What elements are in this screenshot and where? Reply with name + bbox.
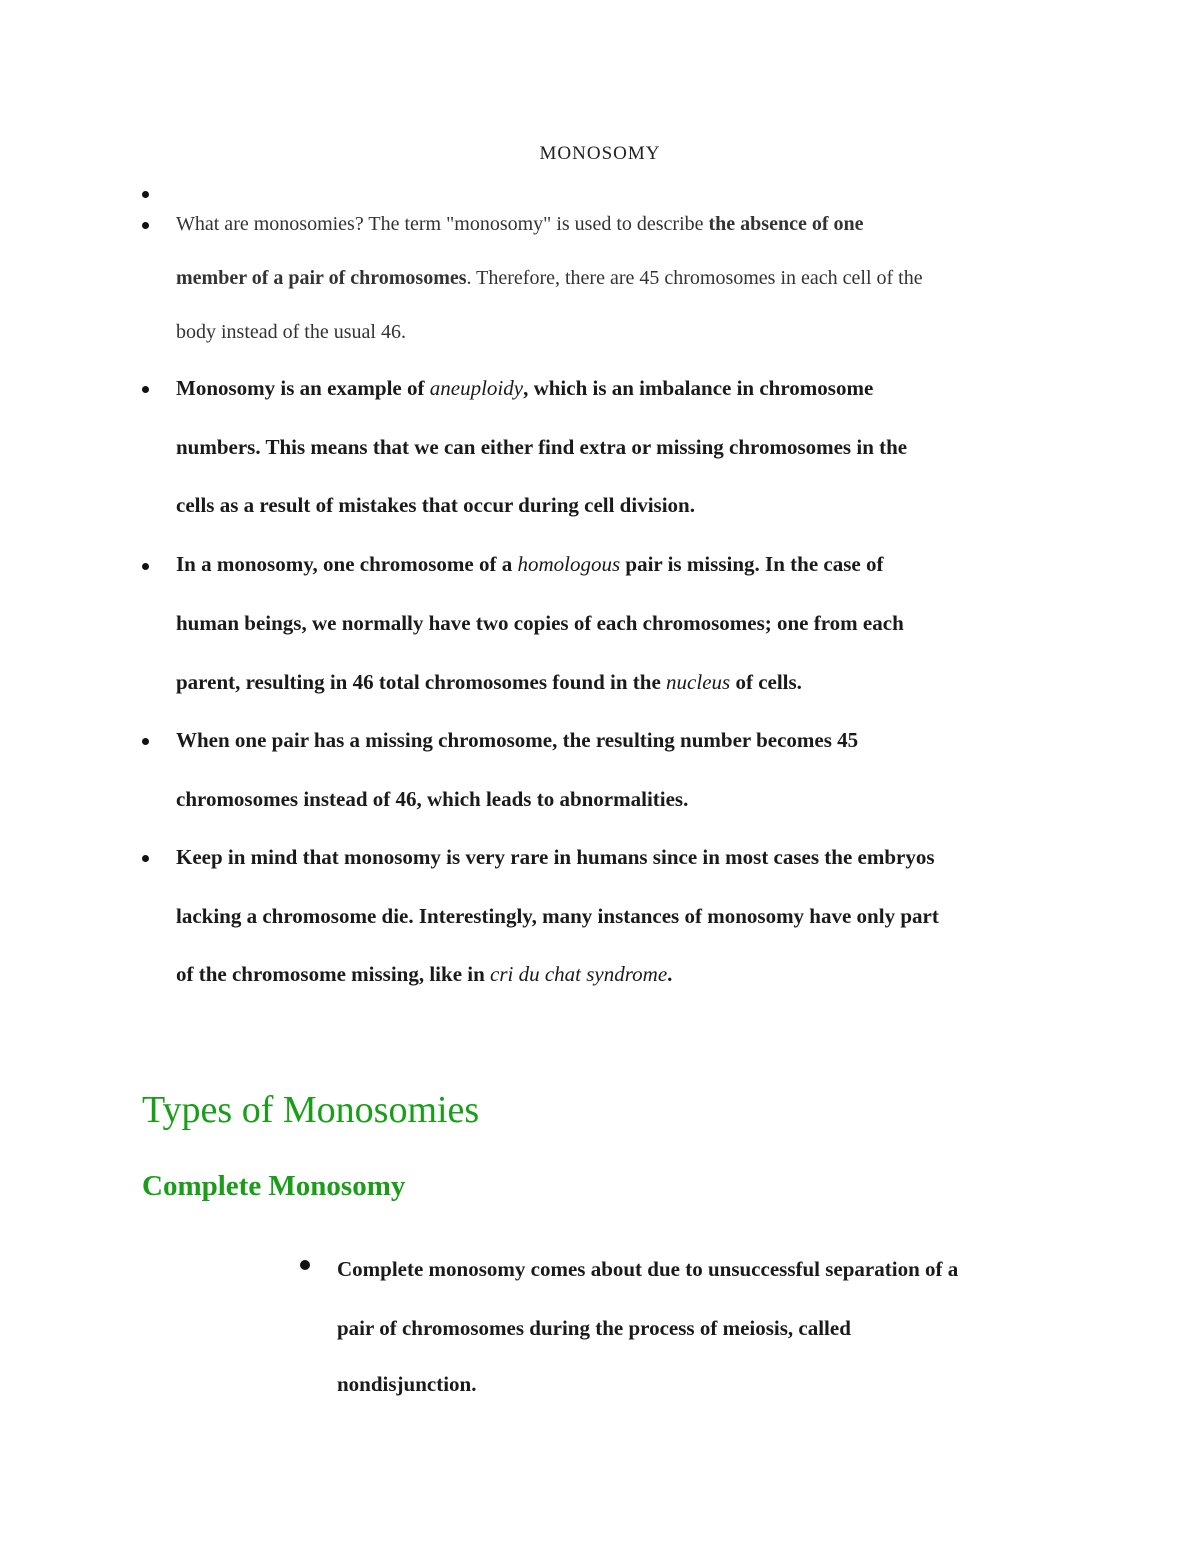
list-item-line bbox=[176, 787, 688, 812]
list-item-line bbox=[176, 321, 406, 344]
text-span: , which is an imbalance in chromosome bbox=[523, 376, 874, 400]
list-item-line bbox=[176, 904, 939, 929]
list-item-line bbox=[176, 728, 858, 753]
text-span: lacking a chromosome die. Interestingly, many instances of monosomy have only part bbox=[176, 904, 939, 928]
text-span: What are monosomies? The term "monosomy" is used to describe bbox=[176, 213, 709, 235]
bullet-marker-empty bbox=[142, 191, 149, 198]
list-item-line bbox=[176, 376, 873, 401]
text-span: Monosomy is an example of bbox=[176, 376, 430, 400]
text-span: parent, resulting in 46 total chromosomes found in the bbox=[176, 670, 667, 694]
list-item-line bbox=[176, 962, 672, 987]
bullet-marker bbox=[142, 563, 149, 570]
bold-text: member of a pair of chromosomes bbox=[176, 267, 467, 289]
list-item-line bbox=[337, 1372, 476, 1397]
bullet-marker bbox=[300, 1260, 310, 1270]
bullet-marker bbox=[142, 386, 149, 393]
text-span: chromosomes instead of 46, which leads to abnormalities. bbox=[176, 787, 689, 811]
list-item-line bbox=[176, 611, 904, 636]
bullet-marker bbox=[142, 222, 149, 229]
bullet-marker bbox=[142, 738, 149, 745]
subsection-heading: Complete Monosomy bbox=[142, 1170, 406, 1202]
text-span: body instead of the usual 46. bbox=[176, 321, 406, 343]
list-item-line bbox=[337, 1316, 851, 1341]
text-span: Complete monosomy comes about due to unsuccessful separation of a bbox=[337, 1257, 959, 1281]
text-span: . Therefore, there are 45 chromosomes in each cell of the bbox=[466, 267, 923, 289]
list-item-line bbox=[176, 213, 864, 236]
text-span: In a monosomy, one chromosome of a bbox=[176, 552, 518, 576]
list-item-line bbox=[176, 552, 883, 577]
italic-term: nucleus bbox=[666, 670, 731, 694]
list-item-line bbox=[176, 267, 923, 290]
text-span: nondisjunction. bbox=[337, 1372, 477, 1396]
text-span: numbers. This means that we can either find extra or missing chromosomes in the bbox=[176, 435, 908, 459]
text-span: pair of chromosomes during the process of meiosis, called bbox=[337, 1316, 851, 1340]
bullet-marker bbox=[142, 855, 149, 862]
text-span: Keep in mind that monosomy is very rare in humans since in most cases the embryos bbox=[176, 845, 935, 869]
list-item-line bbox=[176, 670, 802, 695]
italic-term: aneuploidy bbox=[429, 376, 524, 400]
text-span: . bbox=[667, 962, 673, 986]
section-heading: Types of Monosomies bbox=[142, 1089, 480, 1131]
page-title: MONOSOMY bbox=[539, 143, 661, 164]
list-item-line bbox=[176, 845, 935, 870]
text-span: of the chromosome missing, like in bbox=[176, 962, 491, 986]
italic-term: cri du chat syndrome bbox=[490, 962, 668, 986]
bold-text: the absence of one bbox=[708, 213, 864, 235]
list-item-line bbox=[176, 493, 695, 518]
list-item-line bbox=[176, 435, 907, 460]
text-span: cells as a result of mistakes that occur during cell division. bbox=[176, 493, 695, 517]
text-span: pair is missing. In the case of bbox=[620, 552, 884, 576]
list-item-line bbox=[337, 1257, 958, 1282]
text-span: When one pair has a missing chromosome, the resulting number becomes 45 bbox=[176, 728, 859, 752]
italic-term: homologous bbox=[517, 552, 621, 576]
text-span: of cells. bbox=[730, 670, 802, 694]
text-span: human beings, we normally have two copies of each chromosomes; one from each bbox=[176, 611, 904, 635]
